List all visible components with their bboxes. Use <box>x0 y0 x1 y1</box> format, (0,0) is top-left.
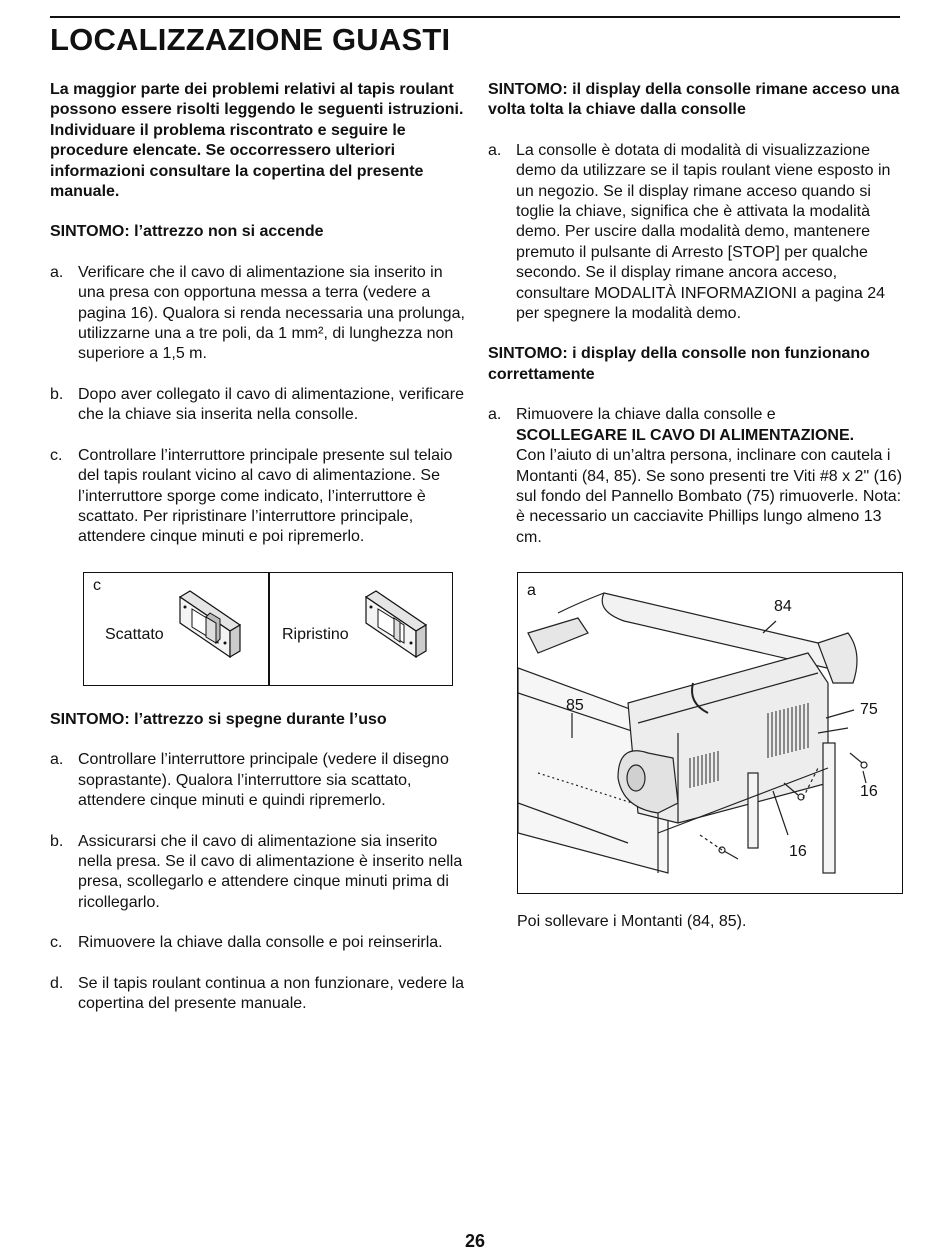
list-item <box>50 974 465 1015</box>
list-item <box>50 385 465 426</box>
item-text: Dopo aver collegato il cavo di alimentazione, verificare che la chiave sia inserita nella consolle. <box>78 385 464 424</box>
callout-84: 84 <box>774 598 792 615</box>
item-text: Verificare che il cavo di alimentazione sia inserito in una presa con opportuna messa a terra (vedere a pagina 16). Qualora si renda necessaria una prolunga, utilizzarne una a tre poli, da 1 mm², di lunghezza non superiore a 1,5 m. <box>78 263 465 363</box>
reset-caption: Ripristino <box>282 626 349 643</box>
callout-85: 85 <box>566 697 584 714</box>
item-label: d. <box>50 974 64 992</box>
callout-16: 16 <box>789 843 807 860</box>
treadmill-figure <box>517 572 903 894</box>
list-item <box>488 405 903 548</box>
item-label: b. <box>50 832 64 850</box>
figure-caption: Poi sollevare i Montanti (84, 85). <box>517 913 747 930</box>
item-text: Controllare l’interruttore principale presente sul telaio del tapis roulant vicino al cavo di alimentazione. Se l’interruttore sporge come indicato, l’interruttore è scattato. Per ripristinare l’interruttore principale, attendere cinque minuti e poi ripremerlo. <box>78 446 453 546</box>
figure-letter: a <box>527 582 536 599</box>
left-column <box>50 80 465 568</box>
right-column <box>488 80 903 568</box>
item-text: Con l’aiuto di un’altra persona, inclinare con cautela i Montanti (84, 85). Se sono presenti tre Viti #8 x 2" (16) sul fondo del Pannello Bombato (75) rimuoverle. Nota: è necessario un cacciavite Phillips lungo almeno 13 cm. <box>516 447 903 546</box>
item-text: La consolle è dotata di modalità di visualizzazione demo da utilizzare se il tapis roulant viene esposto in un negozio. Se il display rimane acceso quando si toglie la chiave, significa che è attivata la modalità demo. Per uscire dalla modalità demo, mantenere premuto il pulsante di Arresto [STOP] per qualche secondo. Se il display rimane ancora acceso, consultare MODALITÀ INFORMAZIONI a pagina 24 per spegnere la modalità demo. <box>516 141 891 323</box>
tripped-caption: Scattato <box>105 626 164 643</box>
item-warning: SCOLLEGARE IL CAVO DI ALIMENTAZIONE. <box>516 426 855 444</box>
item-label: a. <box>50 751 64 769</box>
breaker-tripped-icon <box>176 587 246 659</box>
breaker-reset-icon <box>362 587 432 659</box>
item-label: a. <box>488 406 502 424</box>
item-label: a. <box>50 263 64 281</box>
symptom-heading: SINTOMO: i display della consolle non funzionano correttamente <box>488 345 870 383</box>
left-column-lower <box>50 710 465 1034</box>
item-text: Se il tapis roulant continua a non funzionare, vedere la copertina del presente manuale. <box>78 974 465 1013</box>
list-item <box>50 446 465 548</box>
item-text: Assicurarsi che il cavo di alimentazione sia inserito nella presa. Se il cavo di alimentazione è inserito nella presa, scollegarlo e attendere cinque minuti prima di ricollegarlo. <box>78 832 463 911</box>
treadmill-illustration <box>518 573 902 893</box>
list-item <box>50 832 465 914</box>
page-title: LOCALIZZAZIONE GUASTI <box>50 22 451 57</box>
list-item <box>50 933 465 953</box>
item-label: a. <box>488 141 502 159</box>
circuit-breaker-figure <box>83 572 453 686</box>
callout-75: 75 <box>860 701 878 718</box>
top-rule <box>50 16 900 18</box>
item-label: b. <box>50 385 64 403</box>
figure-letter: c <box>93 577 101 594</box>
list-item <box>50 750 465 811</box>
intro-paragraph: La maggior parte dei problemi relativi al tapis roulant possono essere risolti leggendo le seguenti istruzioni. Individuare il problema riscontrato e seguire le procedure elencate. Se occorressero ulteriori informazioni consultare la copertina del presente manuale. <box>50 81 464 201</box>
page-number: 26 <box>464 1231 486 1251</box>
reset-panel <box>270 573 454 685</box>
symptom-heading: SINTOMO: l’attrezzo si spegne durante l’uso <box>50 711 387 728</box>
symptom-heading: SINTOMO: l’attrezzo non si accende <box>50 223 324 241</box>
item-text: Rimuovere la chiave dalla consolle e <box>516 406 776 424</box>
item-text: Controllare l’interruttore principale (vedere il disegno soprastante). Qualora l’interruttore sia scattato, attendere cinque minuti e quindi ripremerlo. <box>78 751 449 810</box>
list-item <box>50 263 465 365</box>
item-label: c. <box>50 934 63 952</box>
item-text: Rimuovere la chiave dalla consolle e poi reinserirla. <box>78 934 443 952</box>
tripped-panel <box>84 573 268 685</box>
list-item <box>488 141 903 325</box>
item-label: c. <box>50 446 63 464</box>
callout-16: 16 <box>860 783 878 800</box>
symptom-heading: SINTOMO: il display della consolle rimane acceso una volta tolta la chiave dalla consolle <box>488 81 900 119</box>
